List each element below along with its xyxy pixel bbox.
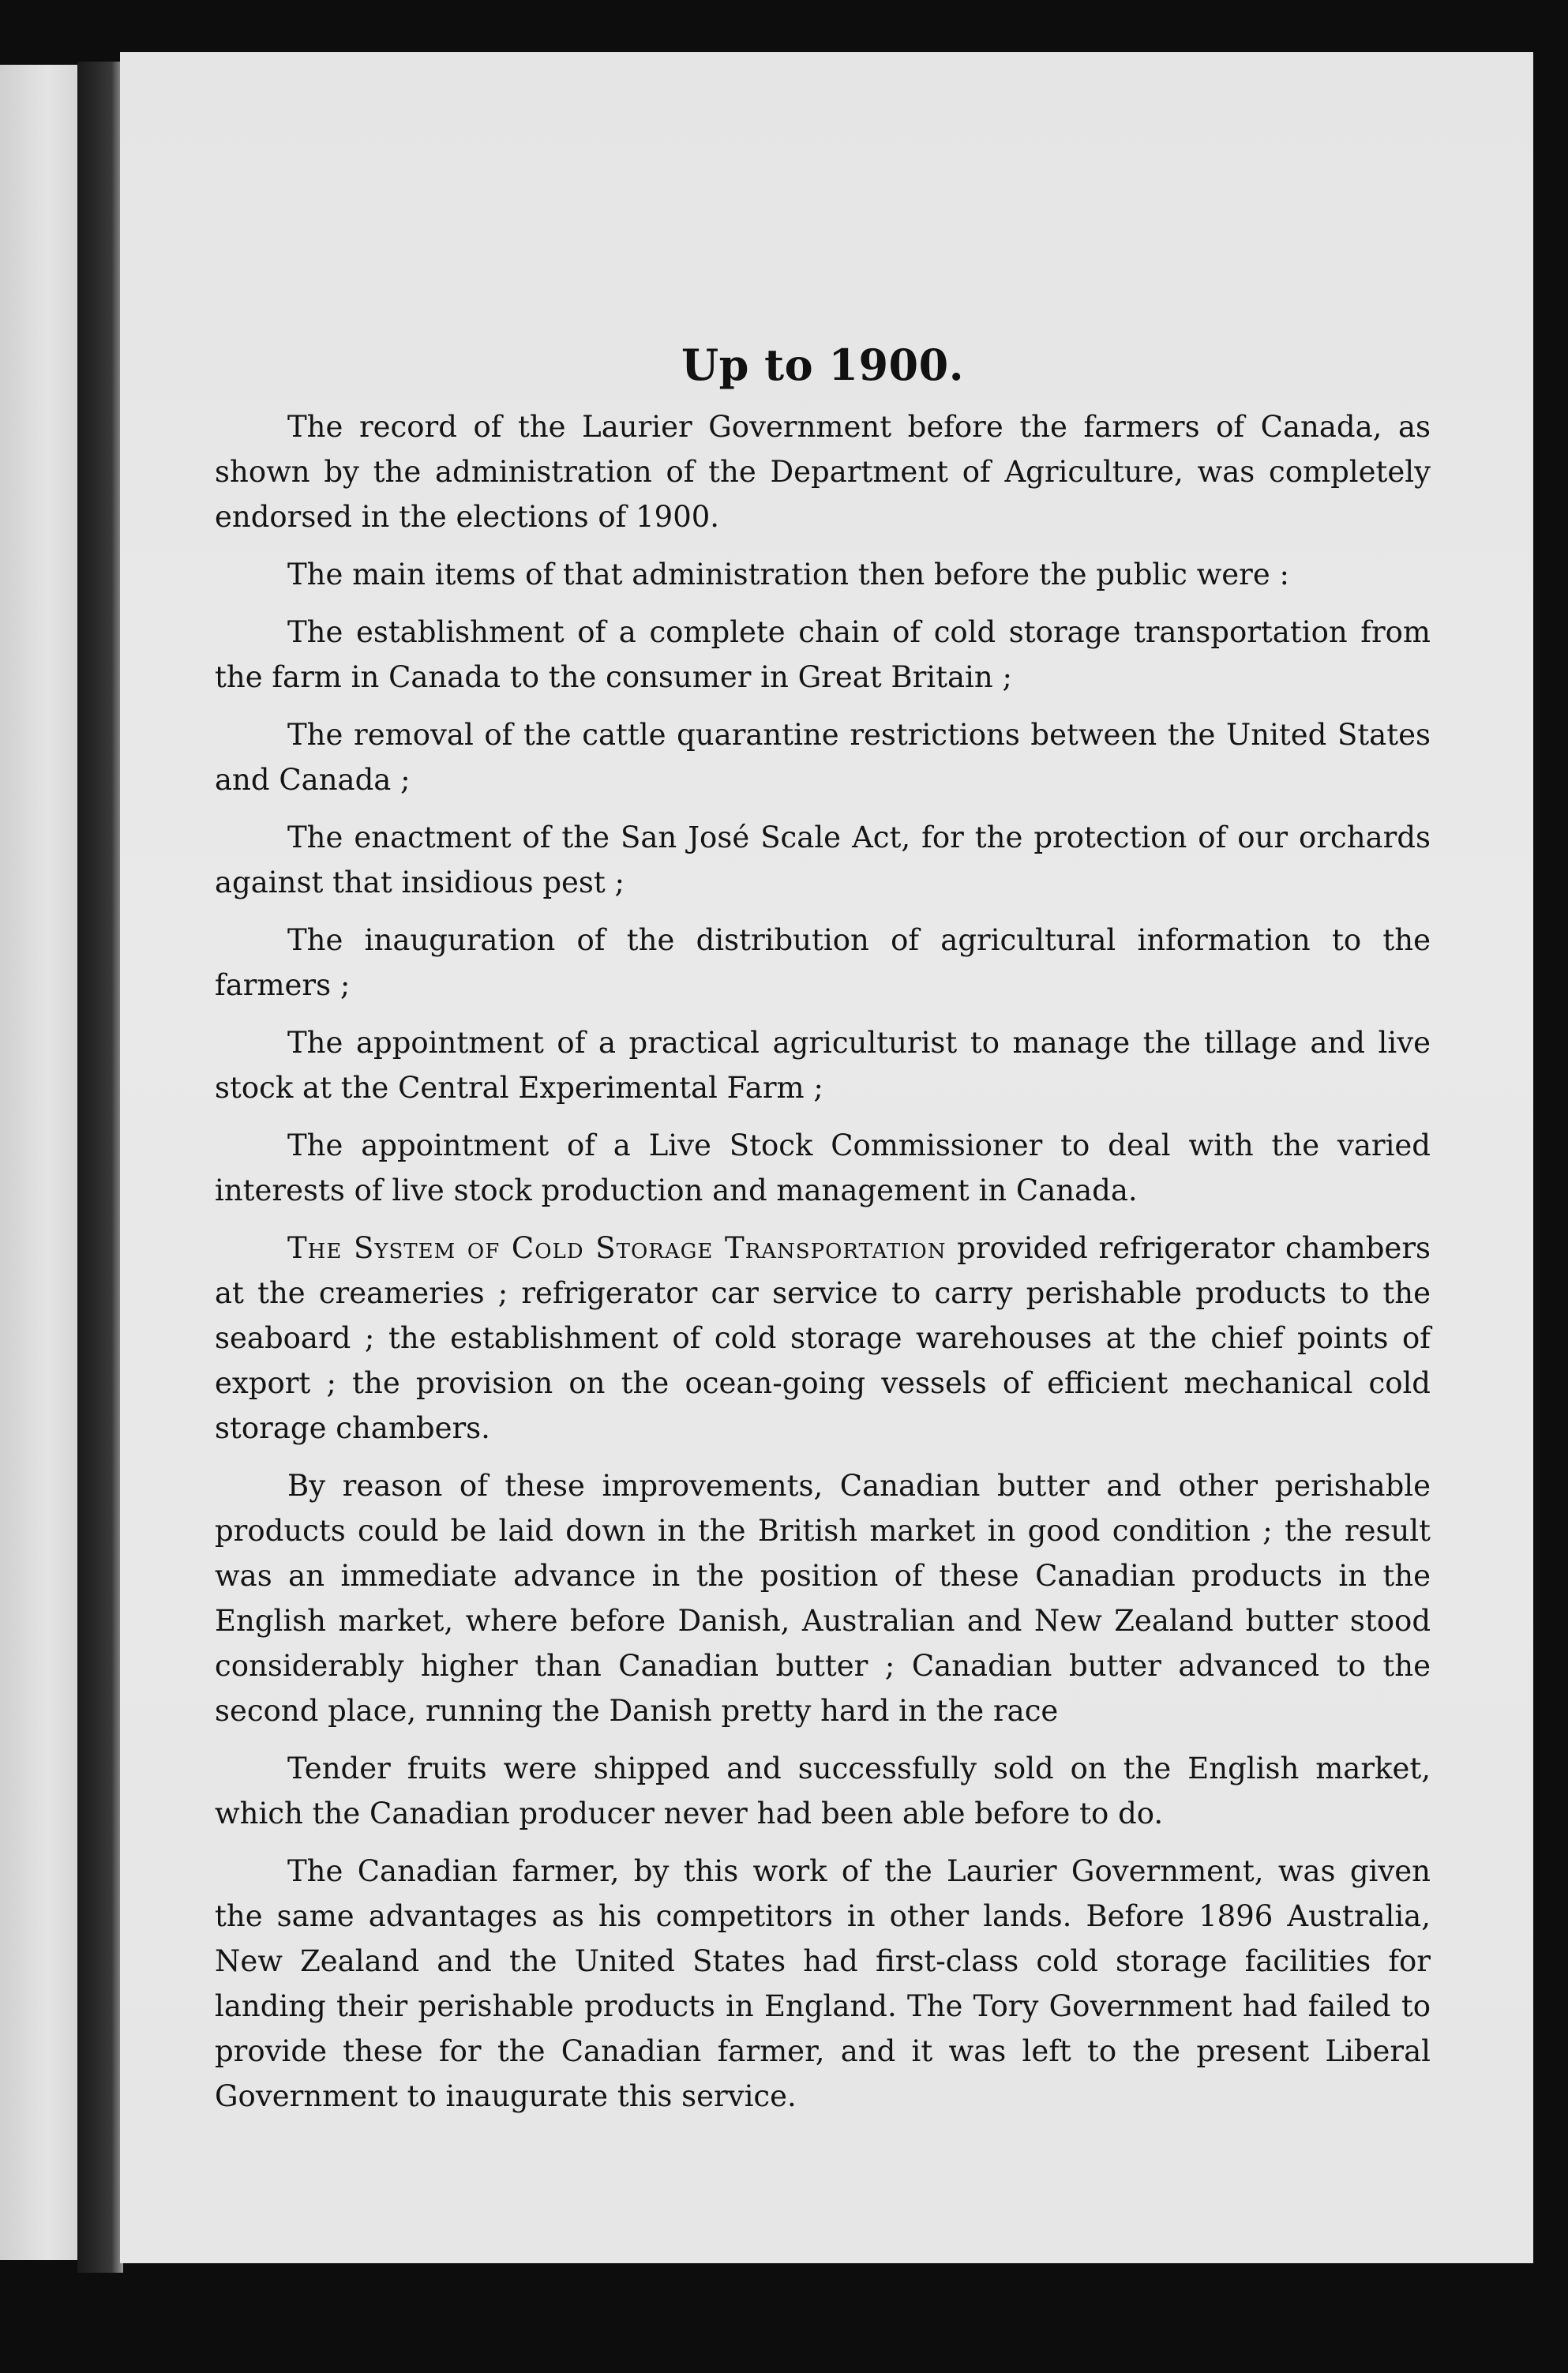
paragraph-information-distribution: The inauguration of the distribution of agricultural information to the farmers ; [215, 923, 1431, 1002]
cold-storage-system-lead: The System of Cold Storage Transportation [287, 1231, 947, 1265]
paragraph-main-items: The main items of that administration then before the public were : [287, 558, 1289, 591]
paragraph-quarantine-removal: The removal of the cattle quarantine restrictions between the United States and Canada ; [215, 718, 1431, 797]
paragraph-canadian-farmer-advantages: The Canadian farmer, by this work of the Laurier Government, was given the same advantages as his competitors in other lands. Before 1896 Australia, New Zealand and the United States had first-class cold storage facilities for landing their perishable products in England. The Tory Government had failed to provide these for the Canadian farmer, and it was left to the present Liberal Government to inaugurate this service. [215, 1854, 1431, 2113]
cold-storage-system-body: provided refrigerator chambers at the creameries ; refrigerator car service to carry perishable products to the seaboard ; the establishment of cold storage warehouses at the chief points of export ; the provision on the ocean-going vessels of efficient mechanical cold storage chambers. [215, 1231, 1431, 1445]
paragraph-cold-storage-chain: The establishment of a complete chain of cold storage transportation from the farm in Canada to the consumer in Great Britain ; [215, 615, 1431, 694]
paragraph-san-jose-scale-act: The enactment of the San José Scale Act, for the protection of our orchards against that insidious pest ; [215, 820, 1431, 899]
paragraph-agriculturist-appointment: The appointment of a practical agriculturist to manage the tillage and live stock at the Central Experimental Farm ; [215, 1026, 1431, 1105]
page-text-block [215, 340, 1431, 2131]
binding-gutter-shadow [77, 62, 123, 2273]
paragraph-cold-storage-system [215, 1226, 1431, 1451]
paragraph-live-stock-commissioner: The appointment of a Live Stock Commissioner to deal with the varied interests of live stock production and management in Canada. [215, 1128, 1431, 1207]
paragraph-record: The record of the Laurier Government before the farmers of Canada, as shown by the administration of the Department of Agriculture, was completely endorsed in the elections of 1900. [215, 410, 1431, 534]
paragraph-tender-fruits: Tender fruits were shipped and successfully sold on the English market, which the Canadian producer never had been able before to do. [215, 1752, 1431, 1830]
paragraph-butter-improvements: By reason of these improvements, Canadian butter and other perishable products could be laid down in the British market in good condition ; the result was an immediate advance in the position of these Canadian products in the English market, where before Danish, Australian and New Zealand butter stood considerably higher than Canadian butter ; Canadian butter advanced to the second place, running the Danish pretty hard in the race [215, 1469, 1431, 1728]
adjacent-page-edge [0, 65, 79, 2260]
page-title: Up to 1900. [681, 340, 964, 390]
